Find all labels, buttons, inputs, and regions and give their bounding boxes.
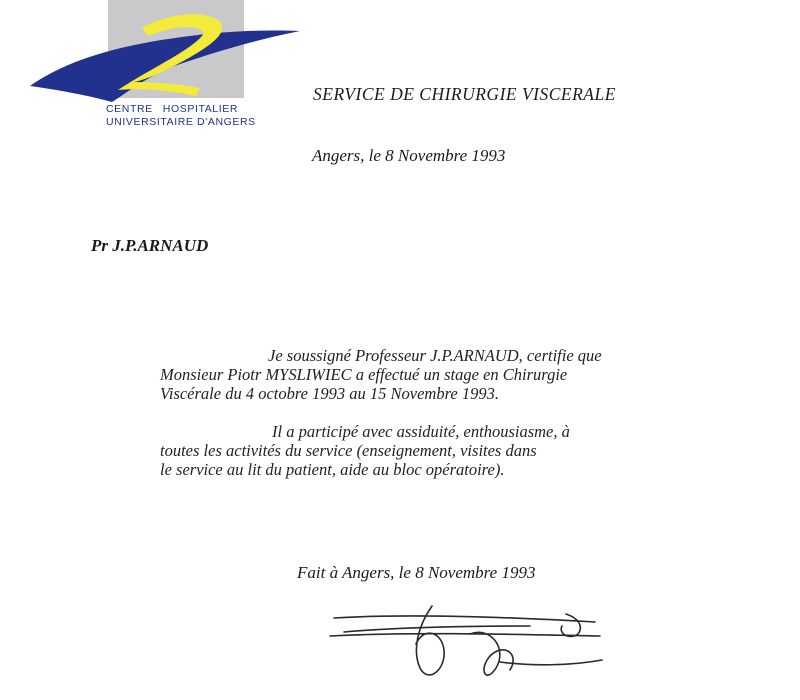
logo-text-line1	[106, 103, 238, 115]
service-title: SERVICE DE CHIRURGIE VISCERALE	[313, 84, 616, 104]
body-p2-line3: le service au lit du patient, aide au bloc opératoire).	[160, 460, 505, 479]
body-p1-line1: Je soussigné Professeur J.P.ARNAUD, certifie que	[268, 346, 602, 365]
signature-icon	[320, 596, 620, 700]
logo-text-line2: UNIVERSITAIRE D'ANGERS	[106, 116, 256, 128]
chu-logo-icon	[30, 0, 310, 110]
logo-text-centre: CENTRE	[106, 103, 153, 115]
addressee: Pr J.P.ARNAUD	[91, 236, 209, 255]
place-date: Angers, le 8 Novembre 1993	[312, 146, 506, 165]
body-p1-line3: Viscérale du 4 octobre 1993 au 15 Novembre 1993.	[160, 384, 499, 403]
body-p1-line2: Monsieur Piotr MYSLIWIEC a effectué un stage en Chirurgie	[160, 365, 568, 384]
body-p2-line2: toutes les activités du service (enseignement, visites dans	[160, 441, 537, 460]
logo-text-hospitalier: HOSPITALIER	[162, 103, 239, 115]
closing-line: Fait à Angers, le 8 Novembre 1993	[297, 563, 536, 582]
body-p2-line1: Il a participé avec assiduité, enthousiasme, à	[272, 422, 570, 441]
